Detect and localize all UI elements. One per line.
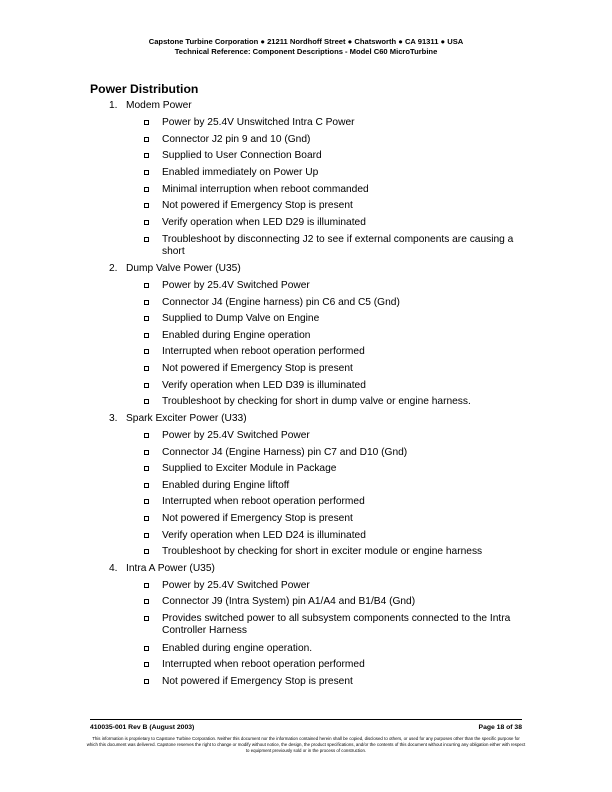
checkbox-bullet-icon: [144, 599, 149, 604]
checkbox-bullet-icon: [144, 203, 149, 208]
bullet-text: Verify operation when LED D29 is illuminated: [162, 217, 366, 228]
checkbox-bullet-icon: [144, 679, 149, 684]
checkbox-bullet-icon: [144, 399, 149, 404]
checkbox-bullet-icon: [144, 300, 149, 305]
checkbox-bullet-icon: [144, 120, 149, 125]
bullet-text: Power by 25.4V Switched Power: [162, 580, 310, 591]
page-header: [0, 37, 612, 57]
doc-id: 410035-001 Rev B (August 2003): [90, 724, 195, 731]
checkbox-bullet-icon: [144, 187, 149, 192]
checkbox-bullet-icon: [144, 349, 149, 354]
checkbox-bullet-icon: [144, 646, 149, 651]
checkbox-bullet-icon: [144, 583, 149, 588]
list-item-label: Dump Valve Power (U35): [126, 263, 241, 274]
bullet-text: Connector J4 (Engine harness) pin C6 and C5 (Gnd): [162, 297, 400, 308]
list-item-label: Spark Exciter Power (U33): [126, 413, 247, 424]
bullet-text: Connector J2 pin 9 and 10 (Gnd): [162, 134, 311, 145]
checkbox-bullet-icon: [144, 283, 149, 288]
checkbox-bullet-icon: [144, 316, 149, 321]
list-item-title: [109, 100, 192, 111]
page-number: Page 18 of 38: [478, 724, 522, 731]
checkbox-bullet-icon: [144, 220, 149, 225]
checkbox-bullet-icon: [144, 450, 149, 455]
bullet-text: Enabled during Engine operation: [162, 330, 311, 341]
list-item-title: [109, 563, 215, 574]
bullet-text: Interrupted when reboot operation performed: [162, 659, 365, 670]
list-item-number: 3.: [109, 413, 118, 424]
section-title: Power Distribution: [90, 82, 199, 96]
bullet-text: Troubleshoot by checking for short in dump valve or engine harness.: [162, 396, 471, 407]
bullet-text: Connector J4 (Engine Harness) pin C7 and D10 (Gnd): [162, 447, 408, 458]
bullet-text: Enabled during Engine liftoff: [162, 480, 290, 491]
list-item-number: 1.: [109, 100, 118, 111]
footer-rule: [90, 719, 522, 720]
checkbox-bullet-icon: [144, 383, 149, 388]
bullet-text: Troubleshoot by checking for short in exciter module or engine harness: [162, 546, 483, 557]
list-item-label: Intra A Power (U35): [126, 563, 215, 574]
checkbox-bullet-icon: [144, 237, 149, 242]
list-item-number: 2.: [109, 263, 118, 274]
checkbox-bullet-icon: [144, 499, 149, 504]
bullet-text: Enabled immediately on Power Up: [162, 167, 319, 178]
bullet-text: Not powered if Emergency Stop is present: [162, 676, 353, 687]
checkbox-bullet-icon: [144, 549, 149, 554]
header-line-1: Capstone Turbine Corporation ● 21211 Nordhoff Street ● Chatsworth ● CA 91311 ● USA: [148, 37, 464, 46]
bullet-text: Provides switched power to all subsystem components connected to the Intra Controller Harness: [162, 613, 511, 636]
bullet-text: Enabled during engine operation.: [162, 643, 313, 654]
bullet-text: Power by 25.4V Unswitched Intra C Power: [162, 117, 355, 128]
checkbox-bullet-icon: [144, 137, 149, 142]
list-item-number: 4.: [109, 563, 118, 574]
header-line-2: Technical Reference: Component Descriptions - Model C60 MicroTurbine: [174, 47, 438, 56]
bullet-text: Supplied to Dump Valve on Engine: [162, 313, 320, 324]
disclaimer: This information is proprietary to Capstone Turbine Corporation. Neither this document nor the information contained herein shall be copied, disclosed to others, or used for any purposes other than the specific purpose for which this document was delivered. Capstone reserves the right to change or modify without notice, the design, the product specifications, and/or the contents of this document without incurring any obligation either with respect to equipment previously sold or in the process of construction.: [86, 736, 526, 754]
checkbox-bullet-icon: [144, 533, 149, 538]
checkbox-bullet-icon: [144, 366, 149, 371]
bullet-text: Interrupted when reboot operation performed: [162, 496, 365, 507]
list-item-label: Modem Power: [126, 100, 192, 111]
bullet-text: Interrupted when reboot operation performed: [162, 346, 365, 357]
bullet-text: Supplied to User Connection Board: [162, 150, 322, 161]
bullet-text: Power by 25.4V Switched Power: [162, 280, 310, 291]
bullet-text: Not powered if Emergency Stop is present: [162, 363, 353, 374]
bullet-text: Verify operation when LED D39 is illuminated: [162, 380, 366, 391]
checkbox-bullet-icon: [144, 662, 149, 667]
checkbox-bullet-icon: [144, 153, 149, 158]
checkbox-bullet-icon: [144, 483, 149, 488]
bullet-text: Not powered if Emergency Stop is present: [162, 513, 353, 524]
bullet-text: Verify operation when LED D24 is illuminated: [162, 530, 366, 541]
checkbox-bullet-icon: [144, 170, 149, 175]
bullet-text: Supplied to Exciter Module in Package: [162, 463, 337, 474]
bullet-text: Troubleshoot by disconnecting J2 to see if external components are causing a short: [162, 234, 514, 257]
checkbox-bullet-icon: [144, 616, 149, 621]
list-item-title: [109, 413, 247, 424]
checkbox-bullet-icon: [144, 333, 149, 338]
bullet-text: Minimal interruption when reboot commanded: [162, 184, 369, 195]
checkbox-bullet-icon: [144, 516, 149, 521]
page-footer: [90, 724, 522, 731]
list-item-title: [109, 263, 241, 274]
checkbox-bullet-icon: [144, 466, 149, 471]
bullet-text: Power by 25.4V Switched Power: [162, 430, 310, 441]
checkbox-bullet-icon: [144, 433, 149, 438]
bullet-text: Not powered if Emergency Stop is present: [162, 200, 353, 211]
bullet-text: Connector J9 (Intra System) pin A1/A4 and B1/B4 (Gnd): [162, 596, 416, 607]
